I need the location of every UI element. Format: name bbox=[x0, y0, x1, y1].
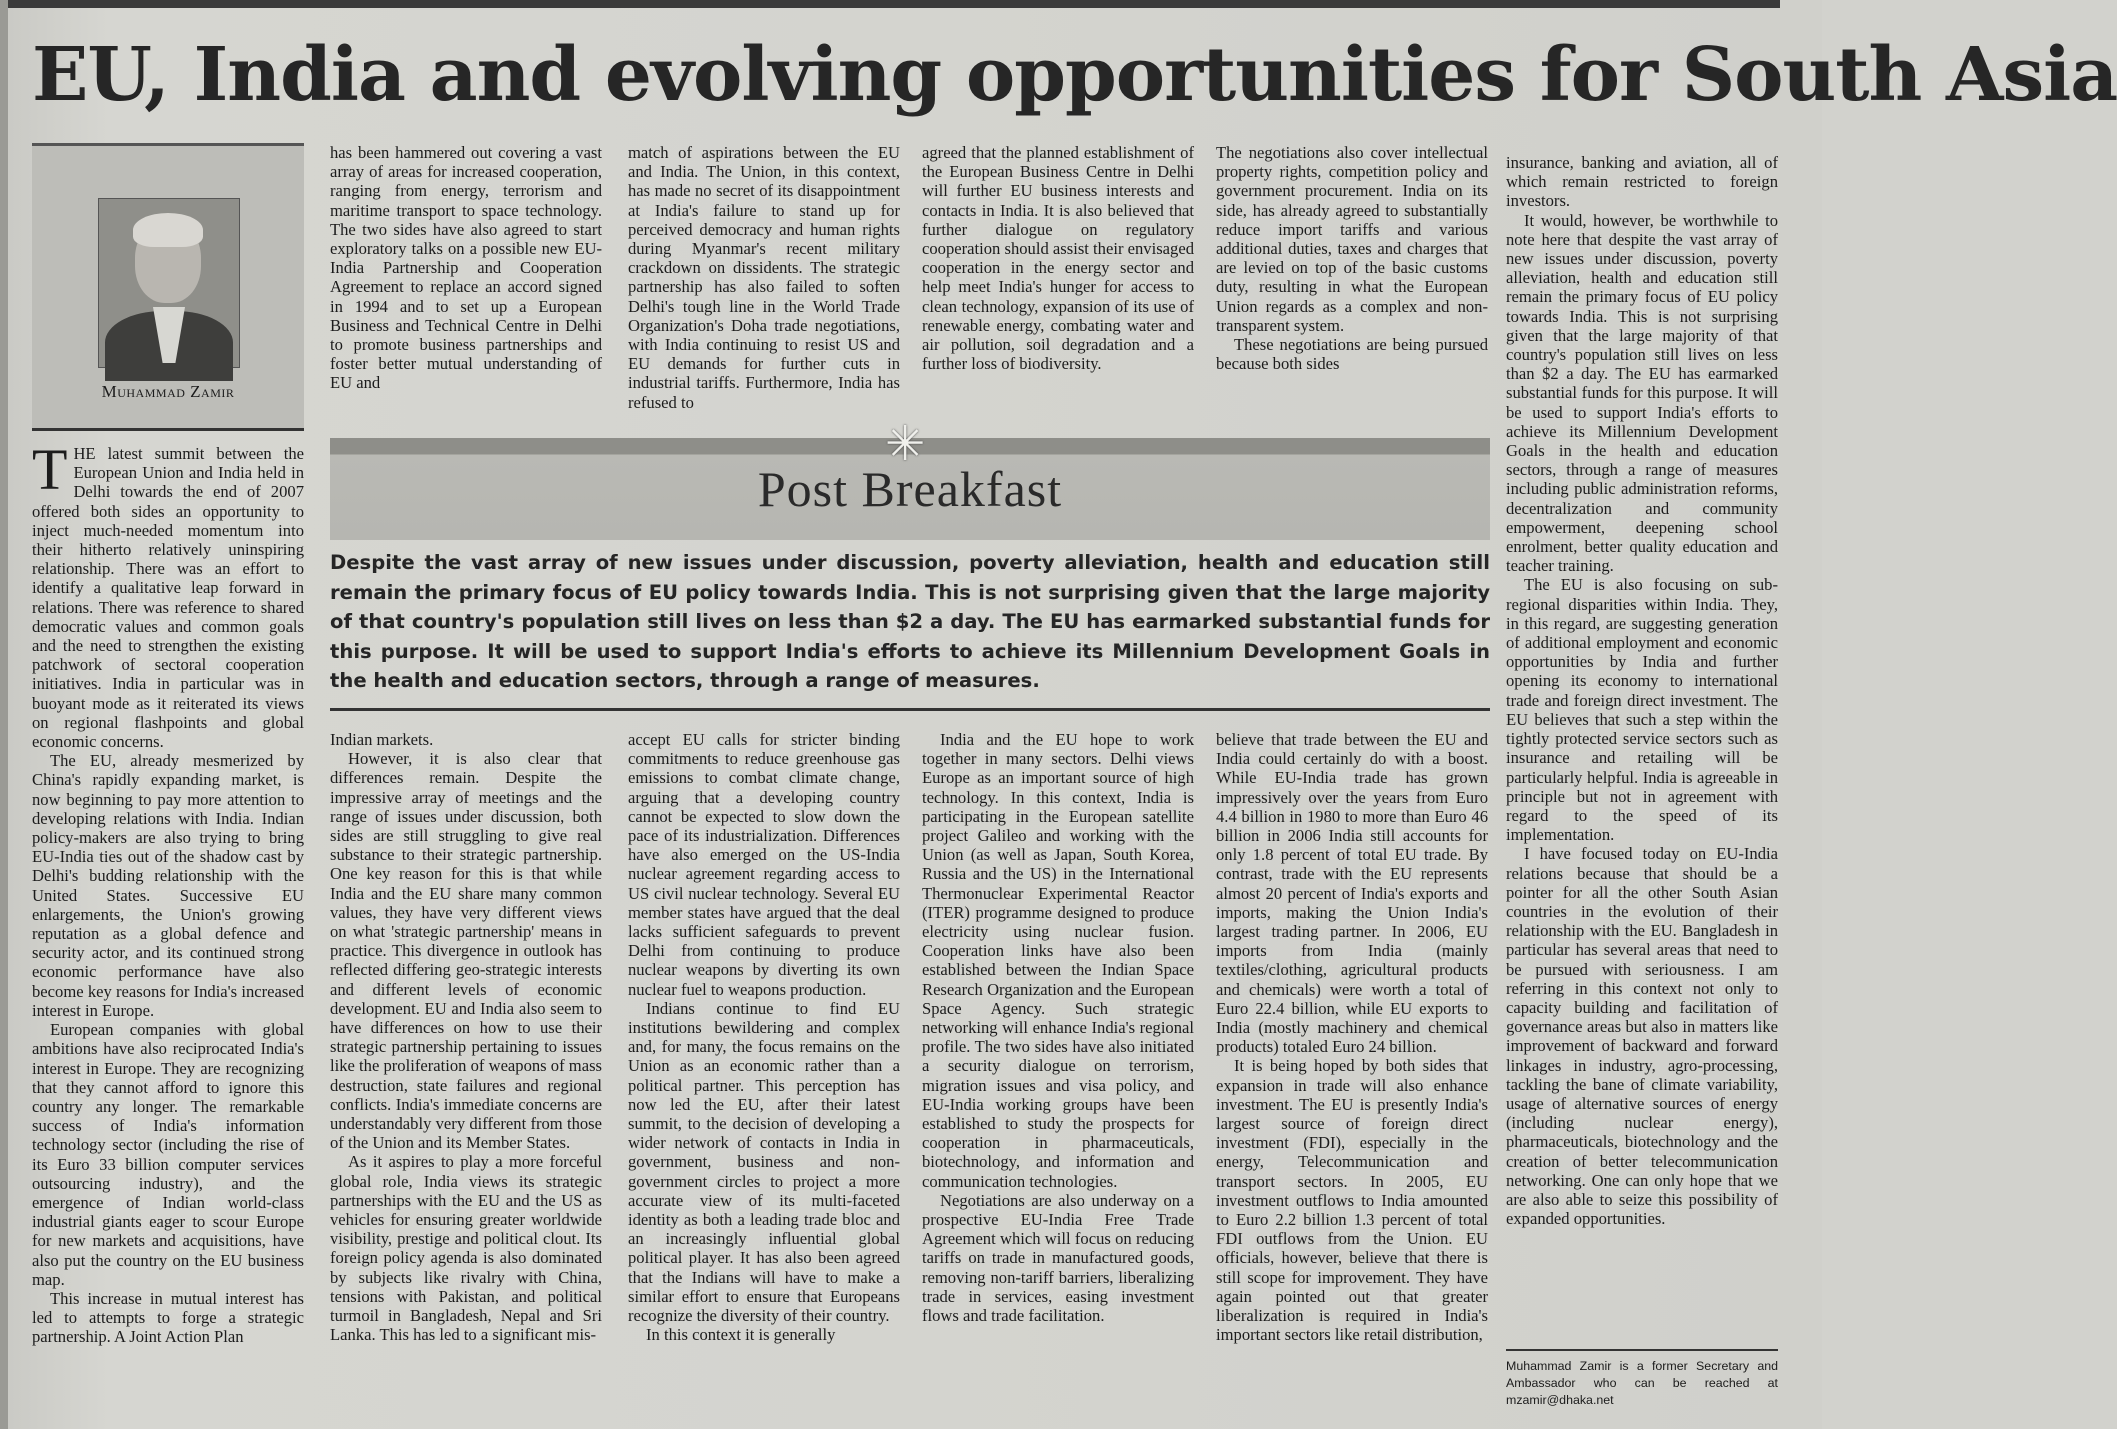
col4-bottom-para-1: India and the EU hope to work together in many sectors. Delhi views Europe as an important source of high technology. In this context, India is participating in the European satellite project Galileo and working with the Union (as well as Japan, South Korea, Russia and the US) in the International Thermonuclear Experimental Reactor (ITER) programme designed to produce electricity using nuclear fusion. Cooperation links have also been established between the Indian Space Research Organization and the European Space Agency. Such strategic networking will enhance India's regional profile. The two sides have also initiated a security dialogue on terrorism, migration issues and visa policy, and EU-India working groups have been established to study the prospects for cooperation in pharmaceuticals, biotechnology, and information and communication technologies. bbox=[922, 730, 1194, 1191]
pull-quote: Despite the vast array of new issues under discussion, poverty alleviation, health and education still remain the primary focus of EU policy towards India. This is not surprising given that the large majority of that country's population still lives on less than $2 a day. The EU has earmarked substantial funds for this purpose. It will be used to support India's efforts to achieve its Millennium Development Goals in the health and education sectors, through a range of measures. bbox=[330, 551, 1490, 692]
col2-bottom-para-2: However, it is also clear that differences remain. Despite the impressive array of meetings and the range of issues under discussion, both sides are still struggling to give real substance to their strategic partnership. One key reason for this is that while India and the EU share many common values, they have very different views on what 'strategic partnership' means in practice. This divergence in outlook has reflected differing geo-strategic interests and different levels of economic development. EU and India also seem to have differences on how to use their strategic partnership pertaining to issues like the proliferation of weapons of mass destruction, state failures and regional conflicts. India's immediate concerns are understandably very different from those of the Union and its Member States. bbox=[330, 749, 602, 1153]
column-3-bottom bbox=[628, 730, 900, 1429]
col4-top-text: agreed that the planned establishment of the European Business Centre in Delhi will further EU business interests and contacts in India. It is also believed that further dialogue on regulatory cooperation should assist their envisaged cooperation in the energy sector and help meet India's hunger for access to clean technology, expansion of its use of renewable energy, combating water and air pollution, soil degradation and a further loss of biodiversity. bbox=[922, 143, 1194, 374]
column-3-top bbox=[628, 143, 900, 412]
col3-bottom-para-1: accept EU calls for stricter binding commitments to reduce greenhouse gas emissions to combat climate change, arguing that a developing country cannot be expected to slow down the pace of its industrialization. Differences have also emerged on the US-India nuclear agreement regarding access to US civil nuclear technology. Several EU member states have argued that the deal lacks sufficient safeguards to prevent Delhi from continuing to produce nuclear weapons by diverting its own nuclear fuel to weapons production. bbox=[628, 730, 900, 999]
col6-para-4: I have focused today on EU-India relations because that should be a pointer for all the other South Asian countries in the evolution of their relationship with the EU. Bangladesh in particular has several areas that need to be pursued with seriousness. I am referring in this context not only to capacity building and facilitation of governance areas but also in matters like improvement of backward and forward linkages in industry, agro-processing, tackling the bane of climate variability, usage of alternative sources of energy (including nuclear energy), pharmaceuticals, biotechnology and the creation of better telecommunication networking. One can only hope that we are also able to seize this possibility of expanded opportunities. bbox=[1506, 844, 1778, 1229]
post-breakfast-banner bbox=[330, 418, 1490, 540]
col5-top-para-2: These negotiations are being pursued because both sides bbox=[1216, 335, 1488, 374]
col3-bottom-para-3: In this context it is generally bbox=[646, 1325, 836, 1345]
banner-title: Post Breakfast bbox=[757, 461, 1063, 517]
column-2-top bbox=[330, 143, 602, 409]
col3-bottom-para-2: Indians continue to find EU institutions bewildering and complex and, for many, the focus remains on the Union as an economic rather than a political partner. This perception has now led the EU, after their latest summit, to the decision of developing a wider network of contacts in India in government, business and non-government circles to project a more accurate view of its multi-faceted identity as both a leading trade bloc and an increasingly influential global political player. It has also been agreed that the Indians will have to make a similar effort to ensure that Europeans recognize the diversity of their country. bbox=[628, 998, 900, 1326]
pull-quote-rule bbox=[330, 708, 1490, 711]
col5-bottom-para-1: believe that trade between the EU and India could certainly do with a boost. While EU-India trade has grown impressively over the years from Euro 4.4 billion in 1980 to more than Euro 46 billion in 2006 India still accounts for only 1.8 percent of total EU trade. By contrast, trade with the EU represents almost 20 percent of India's exports and imports, making the Union India's largest trading partner. In 2006, EU imports from India (mainly textiles/clothing, agricultural products and chemicals) were worth a total of Euro 22.4 billion, while EU exports to India (mostly machinery and chemical products) totaled Euro 24 billion. bbox=[1216, 730, 1488, 1057]
col1-para-1 bbox=[32, 437, 304, 752]
col1-para-2: The EU, already mesmerized by China's rapidly expanding market, is now beginning to pay more attention to developing relations with India. Indian policy-makers are also trying to bring EU-India ties out of the shadow cast by Delhi's budding relationship with the United States. Successive EU enlargements, the Union's growing reputation as a global defence and security actor, and its continued strong economic performance have also become key reasons for India's increased interest in Europe. bbox=[32, 751, 304, 1020]
col2-top-text: has been hammered out covering a vast array of areas for increased cooperation, ranging from energy, terrorism and maritime transport to space technology. The two sides have also agreed to start exploratory talks on a possible new EU-India Partnership and Cooperation Agreement to replace an accord signed in 1994 and to set up a European Business and Technical Centre in Delhi to promote business partnerships and foster better mutual understanding of EU and bbox=[330, 143, 602, 393]
headline: EU, India and evolving opportunities for South Asia bbox=[32, 32, 2117, 118]
col3-top-text: match of aspirations between the EU and India. The Union, in this context, has made no secret of its disappointment at India's failure to stand up for perceived democracy and human rights during Myanmar's recent military crackdown on dissidents. The strategic partnership has also failed to soften Delhi's tough line in the World Trade Organization's Doha trade negotiations, with India continuing to resist US and EU demands for further cuts in industrial tariffs. Furthermore, India has refused to bbox=[628, 143, 900, 412]
column-1 bbox=[32, 437, 304, 1429]
star-icon: ✳ bbox=[885, 418, 926, 471]
column-4-top bbox=[922, 143, 1194, 409]
author-photo bbox=[98, 198, 240, 368]
col6-para-3: The EU is also focusing on sub-regional disparities within India. They, in this regard, are suggesting generation of additional employment and economic opportunities by India and further opening its economy to international trade and foreign direct investment. The EU believes that such a step within the tightly protected service sectors such as insurance and retailing will be particularly helpful. India is agreeable in principle but not in agreement with regard to the speed of its implementation. bbox=[1506, 575, 1778, 845]
top-border bbox=[0, 0, 1780, 8]
col1-para-1-text: HE latest summit between the European Union and India held in Delhi towards the end of 2007 offered both sides an opportunity to inject much-needed momentum into their hitherto relatively uninspiring relationship. There was an effort to identify a qualitative leap forward in relations. There was reference to shared democratic values and common goals and the need to strengthen the existing patchwork of sectoral cooperation initiatives. India in particular was in buoyant mode as it reiterated its views on regional flashpoints and global economic concerns. bbox=[32, 444, 304, 752]
column-5-top bbox=[1216, 143, 1488, 409]
column-5-bottom bbox=[1216, 730, 1488, 1429]
column-4-bottom bbox=[922, 730, 1194, 1429]
author-bio: Muhammad Zamir is a former Secretary and Ambassador who can be reached at mzamir@dhaka.net bbox=[1506, 1359, 1778, 1407]
col2-bottom-para-3: As it aspires to play a more forceful global role, India views its strategic partnerships with the EU and the US as vehicles for ensuring greater worldwide visibility, prestige and political clout. Its foreign policy agenda is also dominated by subjects like rivalry with China, tensions with Pakistan, and political turmoil in Bangladesh, Nepal and Sri Lanka. This has led to a significant mis- bbox=[330, 1152, 602, 1345]
col4-bottom-para-2: Negotiations are also underway on a prospective EU-India Free Trade Agreement which will focus on reducing tariffs on trade in manufactured goods, removing non-tariff barriers, liberalizing trade in services, easing investment flows and trade facilitation. bbox=[922, 1190, 1194, 1326]
col2-bottom-para-1: Indian markets. bbox=[330, 730, 434, 749]
col6-para-1: insurance, banking and aviation, all of which remain restricted to foreign investors. bbox=[1506, 153, 1778, 211]
author-name: Muhammad Zamir bbox=[101, 382, 235, 401]
column-6 bbox=[1506, 153, 1778, 1343]
author-rule bbox=[32, 428, 304, 431]
col1-para-3: European companies with global ambitions have also reciprocated India's interest in Europe. They are recognizing that they cannot afford to ignore this country any longer. The remarkable success of India's information technology sector (including the rise of its Euro 33 billion computer services outsourcing industry), and the emergence of Indian world-class industrial giants eager to scour Europe for new markets and acquisitions, have also put the country on the EU business map. bbox=[32, 1020, 304, 1289]
col1-para-4: This increase in mutual interest has led to attempts to forge a strategic partnership. A Joint Action Plan bbox=[32, 1288, 304, 1347]
column-2-bottom bbox=[330, 730, 602, 1429]
author-box bbox=[32, 143, 304, 431]
page-edge bbox=[0, 0, 8, 1429]
bio-rule bbox=[1506, 1349, 1778, 1351]
col5-top-para-1: The negotiations also cover intellectual property rights, competition policy and government procurement. India on its side, has already agreed to substantially reduce import tariffs and various additional duties, taxes and charges that are levied on top of the basic customs duty, resulting in what the European Union regards as a complex and non-transparent system. bbox=[1216, 143, 1488, 335]
col6-para-2: It would, however, be worthwhile to note here that despite the vast array of new issues under discussion, poverty alleviation, health and education still remain the primary focus of EU policy towards India. This is not surprising given that the large majority of that country's population still lives on less than $2 a day. The EU has earmarked substantial funds for this purpose. It will be used to support India's efforts to achieve its Millennium Development Goals in the health and education sectors, through a range of measures including public administration reforms, decentralization and community empowerment, deepening school enrolment, better quality education and teacher training. bbox=[1506, 210, 1778, 576]
drop-cap: T bbox=[32, 437, 68, 502]
col5-bottom-para-2: It is being hoped by both sides that expansion in trade will also enhance investment. The EU is presently India's largest source of foreign direct investment (FDI), especially in the energy, Telecommunication and transport sectors. In 2005, EU investment outflows to India amounted to Euro 2.2 billion 1.3 percent of total FDI outflows from the Union. EU officials, however, believe that there is still scope for improvement. They have again pointed out that greater liberalization is required in India's important sectors like retail distribution, bbox=[1216, 1056, 1488, 1345]
